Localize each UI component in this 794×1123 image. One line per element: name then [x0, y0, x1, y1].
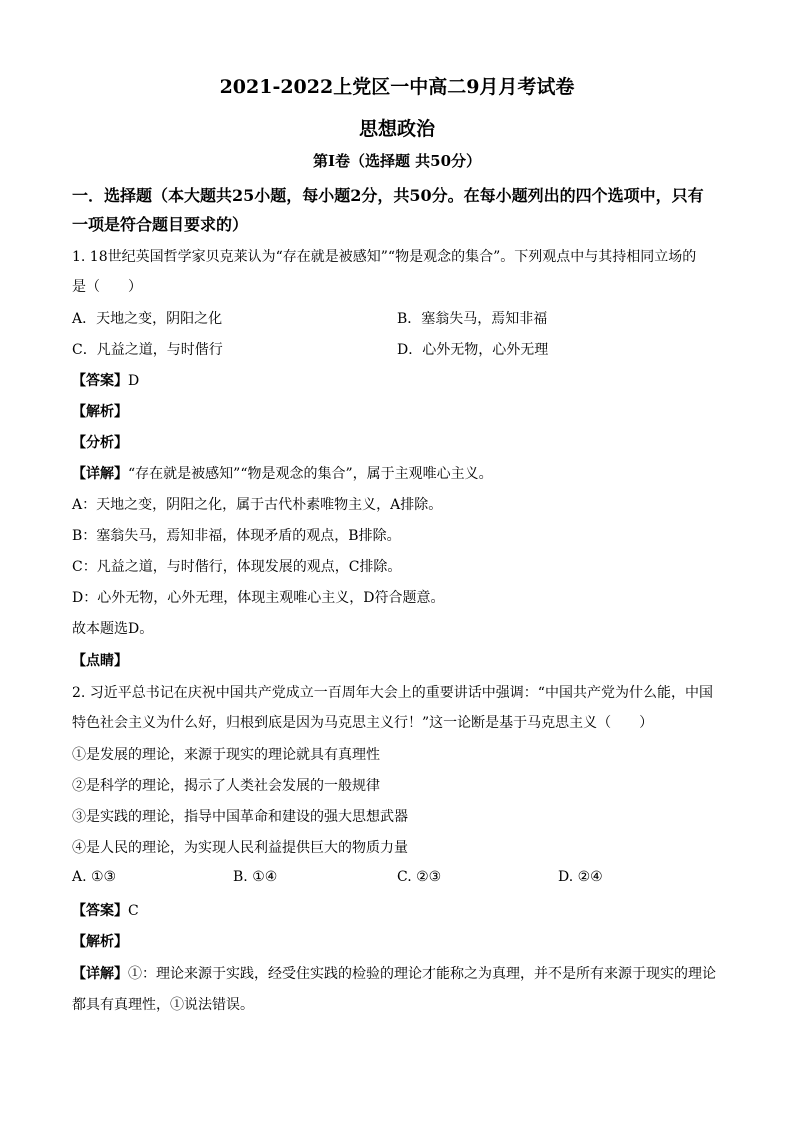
section-heading-line2: 一项是符合题目要求的） — [72, 215, 249, 234]
q2-detail-text-line1: ①：理论来源于实践，经受住实践的检验的理论才能称之为真理，并不是所有来源于现实的理论 — [128, 966, 716, 982]
q2-item-4: ④是人民的理论，为实现人民利益提供巨大的物质力量 — [72, 840, 408, 856]
q2-item-3: ③是实践的理论，指导中国革命和建设的强大思想武器 — [72, 809, 408, 825]
q2-detail-row — [72, 963, 716, 983]
q1-option-b: B．塞翁失马，焉知非福 — [397, 311, 548, 327]
q2-answer-row — [72, 900, 139, 920]
q2-stem-line2: 特色社会主义为什么好，归根到底是因为马克思主义行！”这一论断是基于马克思主义（ ） — [72, 715, 654, 731]
q1-explain-d: D：心外无物，心外无理，体现主观唯心主义，D符合题意。 — [72, 590, 445, 606]
q2-stem-line1: 2. 习近平总书记在庆祝中国共产党成立一百周年大会上的重要讲话中强调：“中国共产党为什么能，中国 — [72, 685, 713, 701]
q1-fenxi-label: 【分析】 — [72, 435, 128, 451]
q2-answer-value: C — [128, 903, 139, 919]
q1-explain-c: C：凡益之道，与时偕行，体现发展的观点，C排除。 — [72, 559, 402, 575]
section-heading-line1: 一．选择题（本大题共25小题，每小题2分，共50分。在每小题列出的四个选项中，只有 — [72, 186, 704, 205]
q1-explain-b: B：塞翁失马，焉知非福，体现矛盾的观点，B排除。 — [72, 528, 401, 544]
q1-stem-line1: 1. 18世纪英国哲学家贝克莱认为“存在就是被感知”“物是观念的集合”。下列观点中与其持相同立场的 — [72, 249, 697, 265]
q2-item-2: ②是科学的理论，揭示了人类社会发展的一般规律 — [72, 778, 380, 794]
q2-detail-label: 【详解】 — [72, 966, 128, 982]
q2-analysis-label: 【解析】 — [72, 934, 128, 950]
q1-option-a: A．天地之变，阴阳之化 — [72, 311, 223, 327]
q2-option-d: D. ②④ — [558, 869, 603, 885]
q1-analysis-label: 【解析】 — [72, 404, 128, 420]
q1-dianjing-label: 【点睛】 — [72, 653, 128, 669]
q2-item-1: ①是发展的理论，来源于现实的理论就具有真理性 — [72, 747, 380, 763]
q2-option-b: B. ①④ — [233, 869, 278, 885]
q1-detail-row — [72, 463, 493, 483]
q1-answer-label: 【答案】 — [72, 373, 128, 389]
q1-explain-a: A：天地之变，阴阳之化，属于古代朴素唯物主义，A排除。 — [72, 497, 443, 513]
q1-detail-text: “存在就是被感知”“物是观念的集合”，属于主观唯心主义。 — [128, 466, 493, 482]
q1-answer-row — [72, 370, 139, 390]
q2-option-c: C. ②③ — [397, 869, 442, 885]
q2-detail-text-line2: 都具有真理性，①说法错误。 — [72, 997, 254, 1013]
q2-option-a: A. ①③ — [72, 869, 117, 885]
q2-answer-label: 【答案】 — [72, 903, 128, 919]
exam-title: 2021-2022上党区一中高二9月月考试卷 — [219, 76, 575, 98]
q1-detail-label: 【详解】 — [72, 466, 128, 482]
part-heading: 第I卷（选择题 共50分） — [312, 152, 482, 170]
q1-option-c: C．凡益之道，与时偕行 — [72, 342, 223, 358]
q1-conclusion: 故本题选D。 — [72, 621, 154, 637]
subject-title: 思想政治 — [358, 118, 435, 140]
q1-stem-line2: 是（ ） — [72, 279, 142, 295]
q1-option-d: D．心外无物，心外无理 — [397, 342, 549, 358]
q1-answer-value: D — [128, 373, 140, 389]
